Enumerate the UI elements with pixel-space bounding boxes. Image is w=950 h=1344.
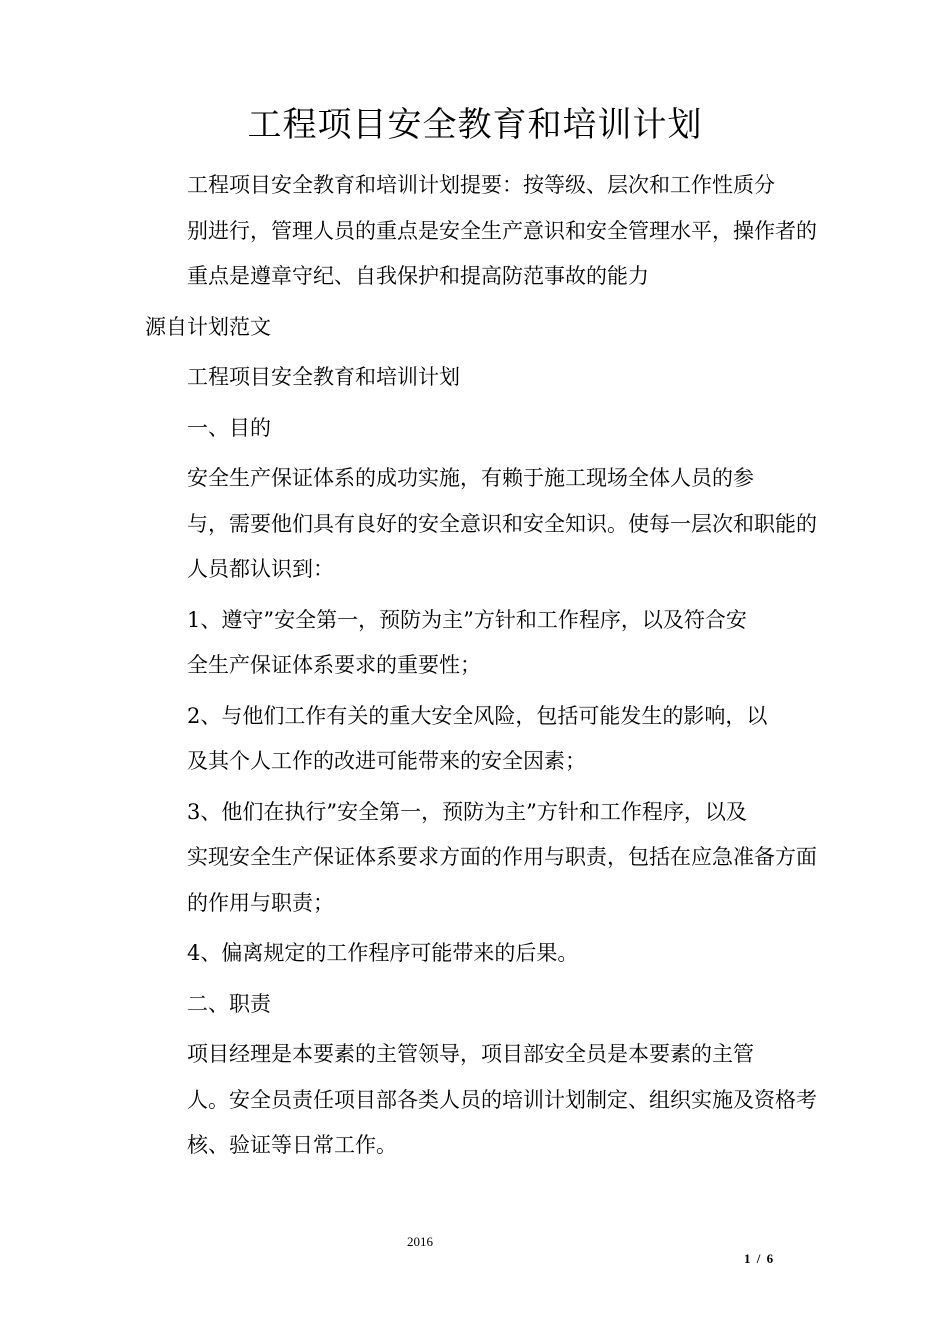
- paragraph-line: 项目经理是本要素的主管领导，项目部安全员是本要素的主管: [187, 1042, 754, 1066]
- paragraph-line: 核、验证等日常工作。: [187, 1133, 397, 1157]
- paragraph: [145, 355, 810, 401]
- paragraph: [145, 790, 817, 927]
- paragraph-line: 及其个人工作的改进可能带来的安全因素；: [187, 749, 586, 773]
- paragraph: [145, 305, 810, 351]
- footer-year: 2016: [407, 1234, 433, 1249]
- paragraph-line: 与，需要他们具有良好的安全意识和安全知识。使每一层次和职能的: [187, 511, 817, 536]
- paragraph: [145, 694, 810, 785]
- paragraph-line: 工程项目安全教育和培训计划提要：按等级、层次和工作性质分: [187, 173, 775, 197]
- paragraph-line: 别进行，管理人员的重点是安全生产意识和安全管理水平，操作者的: [187, 218, 817, 243]
- paragraph-line: 3、他们在执行”安全第一，预防为主”方针和工作程序，以及: [187, 799, 747, 824]
- paragraph-line: 一、目的: [187, 415, 271, 440]
- paragraph: [145, 931, 810, 977]
- paragraph-line: 人。安全员责任项目部各类人员的培训计划制定、组织实施及资格考: [187, 1087, 817, 1112]
- paragraph-line: 二、职责: [187, 991, 271, 1016]
- paragraph: [145, 982, 810, 1028]
- paragraph-line: 重点是遵章守纪、自我保护和提高防范事故的能力: [187, 264, 649, 288]
- paragraph-line: 人员都认识到：: [187, 557, 334, 581]
- document-title: 工程项目安全教育和培训计划: [247, 105, 703, 145]
- paragraph-line: 工程项目安全教育和培训计划: [187, 365, 460, 389]
- paragraph: [145, 1032, 817, 1169]
- paragraph: [145, 163, 817, 300]
- page-number: 1 / 6: [744, 1251, 774, 1266]
- paragraph: [145, 406, 810, 452]
- paragraph-line: 1、遵守”安全第一，预防为主”方针和工作程序，以及符合安: [187, 607, 747, 632]
- paragraph-line: 的作用与职责；: [187, 890, 334, 915]
- paragraph-line: 4、偏离规定的工作程序可能带来的后果。: [187, 941, 579, 965]
- paragraph-line: 全生产保证体系要求的重要性；: [187, 653, 481, 677]
- paragraph: [145, 598, 810, 689]
- paragraph-line: 源自计划范文: [145, 314, 271, 339]
- paragraph-line: 2、与他们工作有关的重大安全风险，包括可能发生的影响，以: [187, 703, 768, 728]
- document-body: [145, 163, 817, 1174]
- paragraph-line: 实现安全生产保证体系要求方面的作用与职责，包括在应急准备方面: [187, 845, 817, 869]
- paragraph: [145, 456, 817, 593]
- paragraph-line: 安全生产保证体系的成功实施，有赖于施工现场全体人员的参: [187, 466, 754, 490]
